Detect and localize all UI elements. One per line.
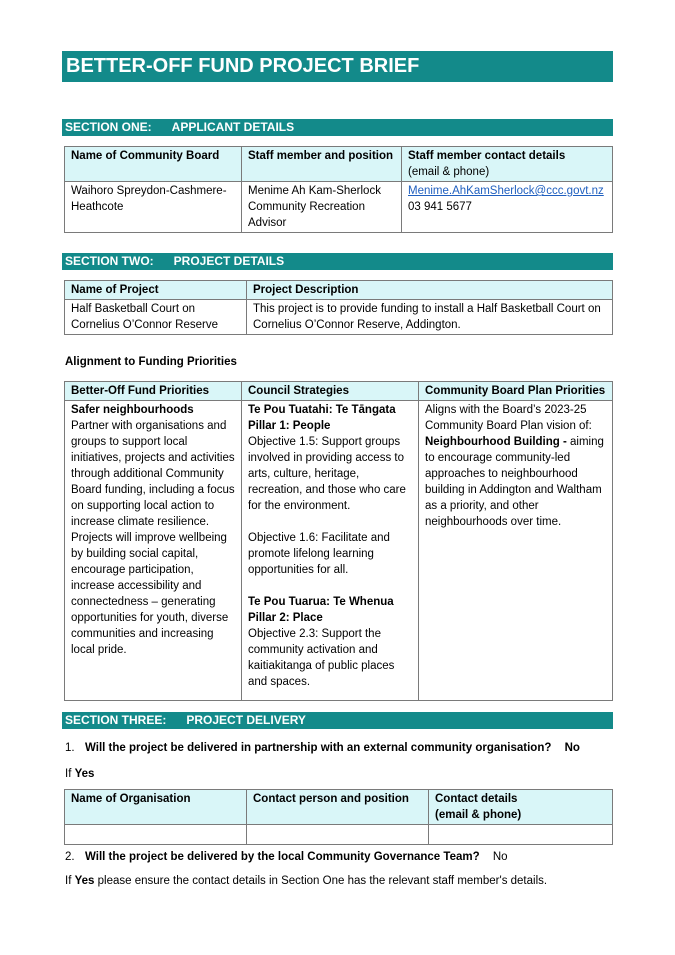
contact-note — [65, 873, 547, 889]
if-prefix: If — [65, 768, 72, 780]
board-plan-cell — [419, 401, 613, 701]
question-2 — [65, 849, 508, 865]
project-details-table — [64, 280, 613, 335]
table-row — [65, 401, 613, 701]
header-contact-person: Contact person and position — [247, 790, 429, 825]
pillar-1-heading: Te Pou Tuatahi: Te Tāngata Pillar 1: People — [248, 404, 396, 432]
objective-1-5: Objective 1.5: Support groups involved in providing access to arts, culture, heritage, recreation, and those who care for the environment. — [248, 436, 406, 512]
staff-member-cell — [242, 182, 402, 233]
table-header-row — [65, 790, 613, 825]
project-name: Half Basketball Court on Cornelius O’Connor Reserve — [65, 300, 247, 335]
priority-heading: Safer neighbourhoods — [71, 404, 194, 416]
plan-bold: Neighbourhood Building - — [425, 436, 567, 448]
section-two-name: PROJECT DETAILS — [173, 254, 285, 268]
section-three-header — [62, 712, 613, 729]
if-yes-line — [65, 766, 94, 782]
spacer — [248, 514, 412, 530]
header-project-name: Name of Project — [65, 281, 247, 300]
header-council-strategies: Council Strategies — [242, 382, 419, 401]
priority-text: Partner with organisations and groups to support local initiatives, projects and activities through additional Community Board funding, including a focus on supporting local action to increase climate resilience. Projects will improve wellbeing by building social capital, encourage participation, increase accessibility and connectedness – generating opportunities for youth, diverse communities and increasing local pride. — [71, 420, 235, 656]
staff-name: Menime Ah Kam-Sherlock — [248, 185, 381, 197]
header-contact-sub: (email & phone) — [408, 166, 490, 178]
question-1 — [65, 740, 580, 756]
organisation-cell — [65, 825, 247, 845]
plan-intro: Aligns with the Board’s 2023-25 Community Board Plan vision of: — [425, 404, 592, 432]
organisation-table — [64, 789, 613, 845]
council-strategies-cell — [242, 401, 419, 701]
section-two-header — [62, 253, 613, 270]
staff-phone: 03 941 5677 — [408, 201, 472, 213]
header-project-description: Project Description — [247, 281, 613, 300]
question-1-text: Will the project be delivered in partnership with an external community organisation? — [85, 742, 552, 754]
staff-email-link[interactable]: Menime.AhKamSherlock@ccc.govt.nz — [408, 185, 604, 197]
table-header-row — [65, 147, 613, 182]
header-org-contact-label: Contact details — [435, 793, 518, 805]
header-org-contact-sub: (email & phone) — [435, 809, 522, 821]
pillar-2-heading: Te Pou Tuarua: Te Whenua Pillar 2: Place — [248, 596, 394, 624]
project-description: This project is to provide funding to install a Half Basketball Court on Cornelius O’Connor Reserve, Addington. — [247, 300, 613, 335]
question-2-text: Will the project be delivered by the local Community Governance Team? — [85, 851, 480, 863]
contact-person-cell — [247, 825, 429, 845]
section-two-label: SECTION TWO: — [65, 254, 154, 268]
table-row — [65, 825, 613, 845]
header-community-board: Name of Community Board — [65, 147, 242, 182]
header-organisation: Name of Organisation — [65, 790, 247, 825]
question-1-answer: No — [564, 742, 580, 754]
question-2-answer: No — [492, 851, 508, 863]
applicant-details-table — [64, 146, 613, 233]
section-one-name: APPLICANT DETAILS — [171, 120, 295, 134]
alignment-table — [64, 381, 613, 701]
section-three-name: PROJECT DELIVERY — [186, 713, 306, 727]
objective-1-6: Objective 1.6: Facilitate and promote lifelong learning opportunities for all. — [248, 532, 390, 576]
contact-cell — [402, 182, 613, 233]
note-prefix: If — [65, 875, 72, 887]
question-2-number: 2. — [65, 851, 75, 863]
community-board-name: Waihoro Spreydon-Cashmere-Heathcote — [65, 182, 242, 233]
note-yes: Yes — [74, 875, 95, 887]
table-row — [65, 182, 613, 233]
header-org-contact-details — [429, 790, 613, 825]
table-row — [65, 300, 613, 335]
table-header-row — [65, 281, 613, 300]
note-rest: please ensure the contact details in Section One has the relevant staff member's details. — [94, 875, 548, 887]
header-staff-member: Staff member and position — [242, 147, 402, 182]
staff-position: Community Recreation Advisor — [248, 201, 365, 229]
fund-priorities-cell — [65, 401, 242, 701]
spacer — [248, 578, 412, 594]
section-three-label: SECTION THREE: — [65, 713, 167, 727]
contact-details-cell — [429, 825, 613, 845]
table-header-row — [65, 382, 613, 401]
objective-2-3: Objective 2.3: Support the community activation and kaitiakitanga of public places and spaces. — [248, 628, 395, 688]
section-one-label: SECTION ONE: — [65, 120, 152, 134]
plan-rest: aiming to encourage community-led approaches to neighbourhood building in Addington and Waltham as a priority, and other neighbourhoods over time. — [425, 436, 604, 528]
header-contact-label: Staff member contact details — [408, 150, 566, 162]
question-1-number: 1. — [65, 742, 75, 754]
header-board-plan: Community Board Plan Priorities — [419, 382, 613, 401]
header-fund-priorities: Better-Off Fund Priorities — [65, 382, 242, 401]
section-one-header — [62, 119, 613, 136]
page-title: BETTER-OFF FUND PROJECT BRIEF — [62, 51, 613, 82]
if-yes: Yes — [74, 768, 95, 780]
alignment-heading: Alignment to Funding Priorities — [65, 356, 237, 368]
header-contact-details — [402, 147, 613, 182]
